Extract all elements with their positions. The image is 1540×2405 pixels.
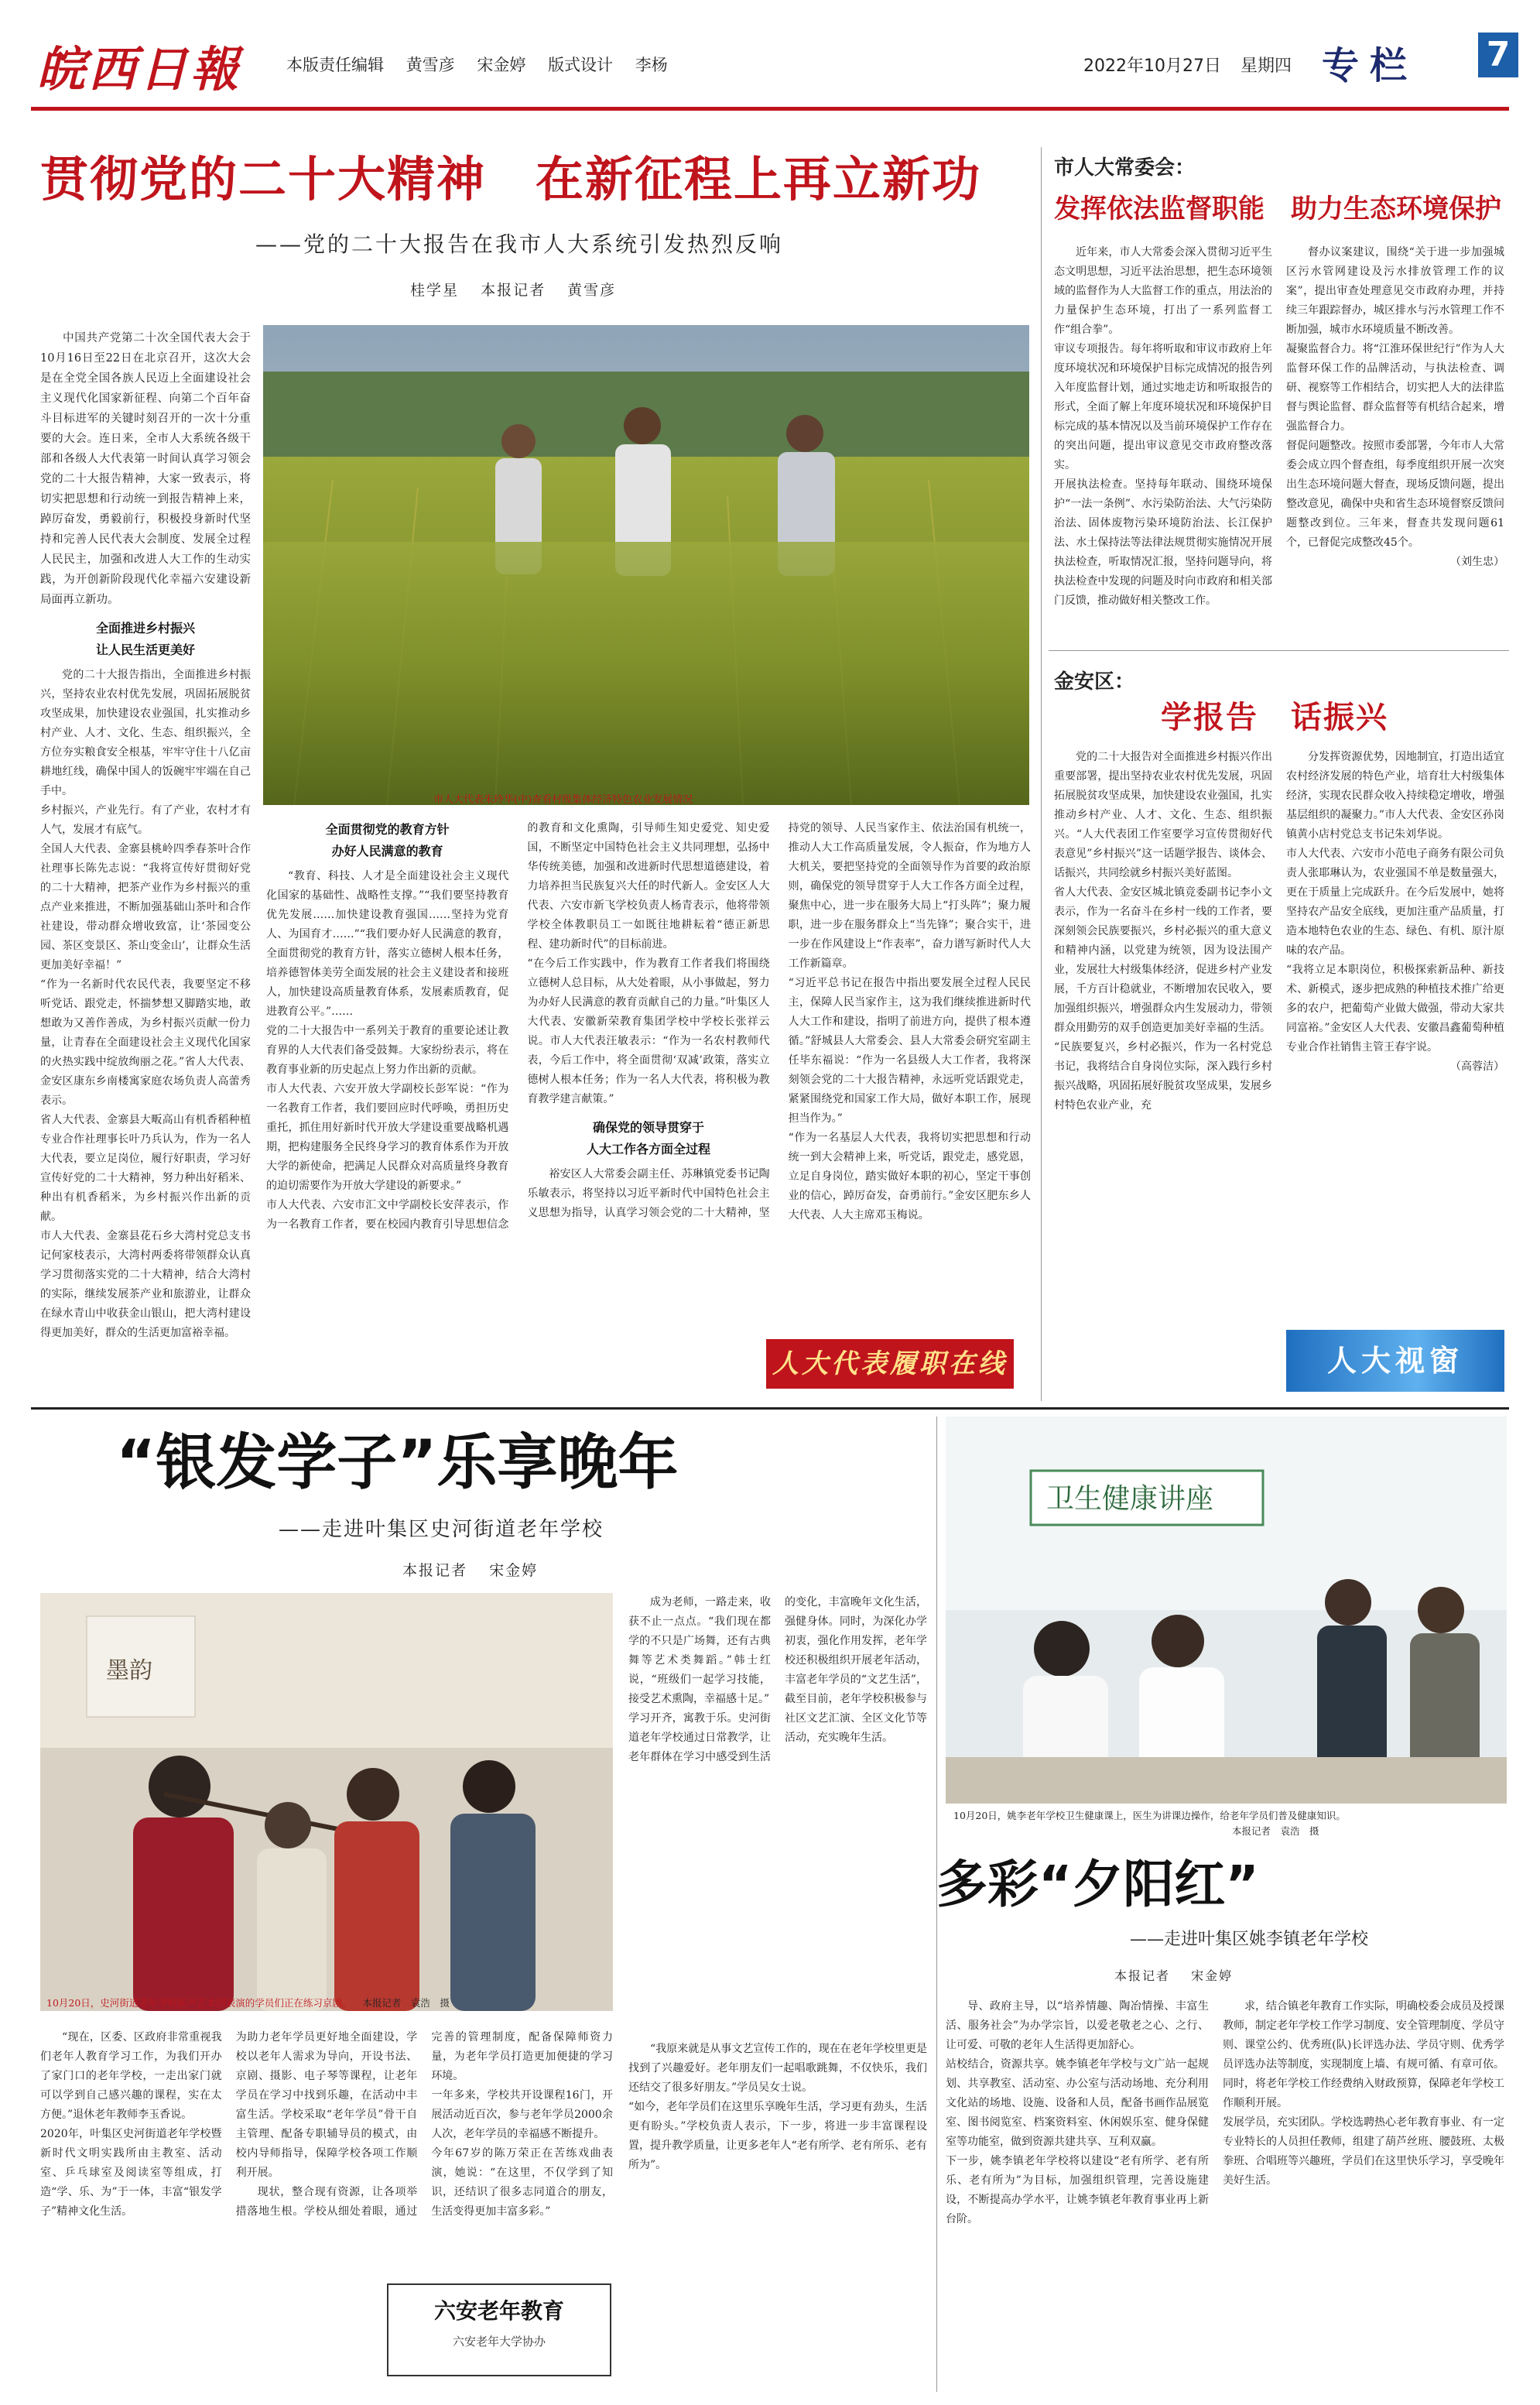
byline-author: 宋金婷 xyxy=(1191,1968,1234,1983)
right2-headline: 学报告 话振兴 xyxy=(1161,700,1388,735)
caption-text: 10月20日，姚李老年学校卫生健康课上，医生为讲课边操作，给老年学员们普及健康知识。 xyxy=(953,1810,1346,1821)
silver-paragraph: 成为老师，一路走来，收获不止一点点。“我们现在都学的不只是广场舞，还有古典舞等艺术类舞蹈。”韩士红说，“班级们一起学习技能，接受艺术熏陶，幸福感十足。” 学习开齐，寓教于乐。史河街道老年学校通过日常教学，让老年群体在学习中感受到生活的变化，丰富晚年文化生活，强健身体。同时，为深化办学初衷，强化作用发挥，老年学校还积极组织开展老年活动，丰富老年学员的“文艺生活”，截至目前，老年学校积极参与社区文艺汇演、全区文化节等活动，充实晚年生活。 xyxy=(628,1596,927,1763)
silver-paragraph: “现在，区委、区政府非常重视我们老年人教育学习工作，为我们开办了家门口的老年学校，一走出家门就可以学到自己感兴趣的课程，实在太方便。”退休老年教师李玉香说。 2020年，叶集区史河街道老年学校暨新时代文明实践所由主教室、活动室、乒乓球室及阅读室等组成，打造“学、乐、为”于一体，丰富“银发学子”精神文化生活。 为助力老年学员更好地全面建设，学校以老年人需求为导向，开设书法、京剧、摄影、电子琴等课程，让老年学员在学习中找到乐趣，在活动中丰富生活。学校采取“老年学员”骨干自主管理、配备专职辅导员的模式，由校内导师指导，保障学校各项工作顺利开展。 xyxy=(40,2031,418,2218)
section-banner-npc: 人大视窗 xyxy=(1286,1330,1504,1392)
byline-author: 黄雪彦 xyxy=(567,282,617,299)
sunset-paragraph: 求，结合镇老年教育工作实际，明确校委会成员及授课教师，制定老年学校工作学习制度、安全管理制度、学员守则、课堂公约、优秀班(队)长评选办法、学员守则、优秀学员评选办法等制度，实现制度上墙、有规可循、有章可依。同时，将老年学校工作经费纳入财政预算，保障老年学校工作顺利开展。 发展学员，充实团队。学校选聘热心老年教育事业、有一定专业特长的人员担任教师，组建了葫芦丝班、腰鼓班、太极拳班、合唱班等兴趣班，学员们在这里快乐学习，享受晚年美好生活。 xyxy=(1223,2000,1504,2187)
lead-paragraph: 党的二十大报告指出，全面推进乡村振兴，坚持农业农村优先发展，巩固拓展脱贫攻坚成果，加快建设农业强国，扎实推动乡村产业、人才、文化、生态、组织振兴，全方位夯实粮食安全根基，牢牢守住十八亿亩耕地红线，确保中国人的饭碗牢牢端在自己手中。 乡村振兴，产业先行。有了产业，农村才有人气，发展才有底气。 全国人大代表、金寨县桃岭四季春茶叶合作社理事长陈先志说：“我将宣传好贯彻好党的二十大精神，把茶产业作为乡村振兴的重点产业来推进，不断加强基础山茶叶和合作社建设，带动群众增收致富，让‘茶园变公园、茶区变景区、茶山变金山’，让群众生活更加美好幸福！” “作为一名新时代农民代表，我要坚定不移听党话、跟党走，怀揣梦想又脚踏实地，敢想敢为又善作善成，为乡村振兴贡献一份力量，让青春在全面建设社会主义现代化国家的火热实践中绽放绚丽之花。”省人大代表、金安区康东乡南楼寓家庭农场负责人高蕾秀表示。 省人大代表、金寨县大畈高山有机香稻种植专业合作社理事长叶乃兵认为，作为一名人大代表，要立足岗位，履行好职责，学习好宣传好党的二十大精神，努力种出好稻米、种出有机香稻米，为乡村振兴作出新的贡献。 市人大代表、金寨县花石乡大湾村党总支书记何家枝表示，大湾村两委将带领群众认真学习贯彻落实党的二十大精神，结合大湾村的实际，继续发展茶产业和旅游业，让群众在绿水青山中收获金山银山，把大湾村建设得更加美好，群众的生活更加富裕幸福。 xyxy=(40,669,251,1339)
right2-kicker: 金安区： xyxy=(1054,670,1135,694)
lead-photo-caption: 市人大代表朱玲华(中)查看村级集体经济特色农业发展情况 xyxy=(433,794,693,806)
ad-title: 六安老年教育 xyxy=(433,2298,564,2324)
silver-col-right xyxy=(628,2040,927,2175)
sunset-photo-caption xyxy=(953,1808,1503,1839)
silver-photo xyxy=(40,1593,613,2011)
credit-name: 宋金婷 xyxy=(477,56,526,74)
silver-paragraph: “我原来就是从事文艺宣传工作的，现在在老年学校里更是找到了兴趣爱好。老年朋友们一起唱歌跳舞，不仅快乐，我们还结交了很多好朋友。”学员吴女士说。 “如今，老年学员们在这里乐享晚年生活，学习更有劲头，生活更有盼头。”学校负责人表示，下一步，将进一步丰富课程设置，提升教学质量，让更多老年人“老有所学、老有所乐、老有所为”。 xyxy=(628,2043,927,2171)
credit-name: 黄雪彦 xyxy=(406,56,455,74)
sunset-subheadline: ——走进叶集区姚李镇老年学校 xyxy=(1130,1930,1369,1949)
byline-label: 本报记者 xyxy=(402,1562,468,1579)
editor-credits xyxy=(286,53,685,76)
lead-paragraph: 裕安区人大常委会副主任、苏琳镇党委书记陶乐敏表示，将坚持以习近平新时代中国特色社会主义思想为指导，认真学习领会党的二十大精神，坚持党的领导、人民当家作主、依法治国有机统一，推动人大工作高质量发展，令人振奋，作为地方人大机关，要把坚持党的全面领导作为首要的政治原则，确保党的领导贯穿于人大工作各方面全过程，聚焦中心，进一步在服务大局上“打头阵”；聚力履职，进一步在服务群众上“当先锋”；聚合实干，进一步在作风建设上“作表率”，奋力谱写新时代人大工作新篇章。 “习近平总书记在报告中指出要发展全过程人民民主，保障人民当家作主，这为我们继续推进新时代人大工作和建设，指明了前进方向，提供了根本遵循。”舒城县人大常委会、县人大常委会研究室副主任毕东福说：“作为一名县级人大工作者，我将深刻领会党的二十大报告精神，永远听党话跟党走，紧紧围绕党和国家工作大局，做好本职工作，展现担当作为。” “作为一名基层人大代表，我将切实把思想和行动统一到大会精神上来，听党话，跟党走，感党恩，立足自身岗位，踏实做好本职的初心，坚定干事创业的信心，踔厉奋发，奋勇前行。”金安区肥东乡人大代表、人大主席邓玉梅说。 xyxy=(527,822,1031,1221)
lead-headline: 贯彻党的二十大精神 在新征程上再立新功 xyxy=(40,151,982,207)
lead-subhead: 确保党的领导贯穿于 人大工作各方面全过程 xyxy=(586,1120,710,1156)
lead-subhead: 全面推进乡村振兴 让人民生活更美好 xyxy=(95,621,195,657)
weekday-text: 星期四 xyxy=(1240,57,1292,76)
svg-text:墨韵: 墨韵 xyxy=(106,1657,152,1684)
caption-credit: 本报记者 袁浩 摄 xyxy=(1232,1825,1319,1837)
right1-author: （刘生忠） xyxy=(1450,556,1504,568)
credit-name: 李杨 xyxy=(635,56,668,74)
rice-field-photo xyxy=(263,325,1029,805)
sunset-paragraph: 导、政府主导，以“培养情趣、陶冶情操、丰富生活、服务社会”为办学宗旨，以爱老敬老之心、之行、让可爱、可敬的老年人生活得更加舒心。 站校结合，资源共享。姚李镇老年学校与文广站一起规划、共享教室、活动室、办公室与活动场地、充分利用文化站的场地、设施、设备和人员，配备书画作品展览室、图书阅览室、档案资料室、休闲娱乐室、健身保健室等功能室，做到资源共建共享、互利双赢。 下一步，姚李镇老年学校将以建设“老有所学、老有所乐、老有所为”为目标，加强组织管理，完善设施建设，不断提高办学水平，让姚李镇老年教育事业再上新台阶。 xyxy=(946,2000,1209,2225)
section-banner-deputies: 人大代表履职在线 xyxy=(766,1339,1014,1389)
masthead-rule xyxy=(31,107,1509,111)
sunset-col-b xyxy=(1223,1842,1504,2384)
column-divider xyxy=(1041,147,1042,1401)
silver-headline: “银发学子”乐享晚年 xyxy=(116,1428,679,1498)
silver-subheadline: ——走进叶集区史河街道老年学校 xyxy=(279,1518,604,1541)
right-divider xyxy=(1049,650,1509,651)
elderly-education-ad xyxy=(387,2283,611,2376)
date-text: 2022年10月27日 xyxy=(1083,57,1221,76)
silver-byline xyxy=(402,1559,553,1580)
section-separator xyxy=(31,1407,1509,1410)
lead-subhead: 全面贯彻党的教育方针 办好人民满意的教育 xyxy=(325,822,450,858)
column-name: 专栏 xyxy=(1322,44,1419,87)
byline-label: 本报记者 xyxy=(481,282,546,299)
lead-subheadline: ——党的二十大报告在我市人大系统引发热烈反响 xyxy=(255,231,784,257)
masthead xyxy=(31,23,1509,108)
byline-author: 宋金婷 xyxy=(489,1562,539,1579)
caption-text: 10月20日，史河街道老年学校新声艺术团表演的学员们正在练习京剧。 xyxy=(46,1997,352,2009)
right1-col-b xyxy=(1286,243,1504,572)
right1-col-a xyxy=(1054,243,1272,611)
sunset-photo xyxy=(946,1417,1507,1804)
right2-col-a xyxy=(1054,748,1272,1115)
newspaper-logo: 皖西日報 xyxy=(37,41,242,98)
right1-kicker: 市人大常委会： xyxy=(1054,156,1196,180)
right1-headline: 发挥依法监督职能 助力生态环境保护 xyxy=(1054,194,1501,224)
silver-photo-caption xyxy=(46,1996,604,2011)
right2-col-b xyxy=(1286,748,1504,1077)
lead-paragraph: 中国共产党第二十次全国代表大会于10月16日至22日在北京召开，这次大会是在全党全国各族人民迈上全面建设社会主义现代化国家新征程、向第二个百年奋斗目标进军的关键时刻召开的一次十分重要的大会。连日来，全市人大系统各级干部和各级人大代表第一时间认真学习领会党的二十大报告精神，大家一致表示，将切实把思想和行动统一到报告精神上来，踔厉奋发，勇毅前行，积极投身新时代坚持和完善人民代表大会制度、发展全过程人民民主，加强和改进人大工作的生动实践，为开创新阶段现代化幸福六安建设新局面再立新功。 xyxy=(40,332,251,606)
right1-paragraph: 近年来，市人大常委会深入贯彻习近平生态文明思想，习近平法治思想，把生态环境领域的监督作为人大监督工作的重点，用法治的力量保护生态环境，打出了一系列监督工作“组合拳”。 审议专项报告。每年将听取和审议市政府上年度环境状况和环境保护目标完成情况的报告列入年度监督计划，通过实地走访和听取报告的形式，全面了解上年度环境状况和环境保护目标完成的基本情况以及当前环境保护工作存在的突出问题，提出审议意见交市政府整改落实。 开展执法检查。坚持每年联动、围绕环境保护“一法一条例”、水污染防治法、大气污染防治法、固体废物污染环境防治法、长江保护法、水土保持法等法律法规贯彻实施情况开展执法检查，听取情况汇报，坚持问题导向，将执法检查中发现的问题及时向市政府和相关部门反馈，推动做好相关整改工作。 xyxy=(1054,246,1272,607)
silver-col-top xyxy=(628,1593,927,2034)
right2-author: （高蓉洁） xyxy=(1450,1060,1504,1073)
silver-paragraph: 现状，整合现有资源，让各项举措落地生根。学校从细处着眼，通过完善的管理制度，配备保障师资力量，为老年学员打造更加便捷的学习环境。 一年多来，学校共开设课程16门，开展活动近百次，参与老年学员2000余人次，老年学员的幸福感不断提升。 今年67岁的陈万荣正在苦练戏曲表演，她说：“在这里，不仅学到了知识，还结识了很多志同道合的朋友，生活变得更加丰富多彩。” xyxy=(235,2031,613,2218)
opera-class-photo xyxy=(40,1593,613,2011)
right2-paragraph: 分发挥资源优势，因地制宜，打造出适宜农村经济发展的特色产业，培育壮大村级集体经济，实现农民群众收入持续稳定增收，增强基层组织的凝聚力。”市人大代表、金安区孙岗镇黄小店村党总支书记朱刘华说。 市人大代表、六安市小范电子商务有限公司负责人张耶琳认为，农业强国不单是数量强大，更在于质量上完成跃升。在今后发展中，她将坚持农产品安全底线，更加注重产品质量，打造本地特色农业的生态、绿色、有机、原汁原味的农产品。 “我将立足本职岗位，积极探索新品种、新技术、新模式，逐步把成熟的种植技术推广给更多的农户，把葡萄产业做大做强，带动大家共同富裕。”金安区人大代表、安徽昌鑫葡萄种植专业合作社销售主管王春宇说。 xyxy=(1286,751,1504,1053)
caption-credit: 本报记者 袁浩 摄 xyxy=(362,1997,450,2009)
credit-label: 版式设计 xyxy=(548,56,614,74)
wall-sign-text: 卫生健康讲座 xyxy=(1046,1483,1214,1515)
sunset-col-a xyxy=(946,1997,1209,2384)
lead-col-1 xyxy=(40,328,251,1343)
health-class-photo xyxy=(946,1417,1507,1804)
lead-cols-2-4 xyxy=(266,819,1031,1399)
credit-label: 本版责任编辑 xyxy=(286,56,384,74)
sunset-headline: 多彩“夕阳红” xyxy=(936,1855,1259,1914)
right1-paragraph: 督办议案建议，围绕“关于进一步加强城区污水管网建设及污水排放管理工作的议案”，提出审查处理意见交市政府办理，并持续三年跟踪督办，城区排水与污水管理工作不断加强，城市水环境质量不断改善。 凝聚监督合力。将“江淮环保世纪行”作为人大监督环保工作的品牌活动，与执法检查、调研、视察等工作相结合，切实把人大的法律监督与舆论监督、群众监督等有机结合起来，增强监督合力。 督促问题整改。按照市委部署，今年市人大常委会成立四个督查组，每季度组织开展一次突出生态环境问题大督查，现场反馈问题，提出整改意见，确保中央和省生态环境督察反馈问题整改到位。三年来，督查共发现问题61个，已督促完成整改45个。 xyxy=(1286,246,1504,549)
lead-paragraph: “教育、科技、人才是全面建设社会主义现代化国家的基础性、战略性支撑。”“我们要坚持教育优先发展……加快建设教育强国……坚持为党育人、为国育才……”“我们要办好人民满意的教育，全面贯彻党的教育方针，落实立德树人根本任务，培养德智体美劳全面发展的社会主义建设者和接班人，加快建设高质量教育体系，发展素质教育，促进教育公平。”…… 党的二十大报告中一系列关于教育的重要论述让教育界的人大代表们备受鼓舞。大家纷纷表示，将在教育事业新的历史起点上努力作出新的贡献。 市人大代表、六安开放大学副校长彭军说：“作为一名教育工作者，我们要回应时代呼唤，勇担历史重托，抓住用好新时代开放大学建设重要战略机遇期，把构建服务全民终身学习的教育体系作为开放大学的新使命，把满足人民群众对高质量终身教育的迫切需要作为开放大学建设的新要求。” 市人大代表、六安市汇文中学副校长安萍表示，作为一名教育工作者，要在校园内教育引导思想信念的教育和文化熏陶，引导师生知史爱党、知史爱国，不断坚定中国特色社会主义共同理想，弘扬中华传统美德，加强和改进新时代思想道德建设，着力培养担当民族复兴大任的时代新人。金安区人大代表、六安市新飞学校负责人杨青表示，他将带领学校全体教职员工一如既往地耕耘着“德正新思程、建功新时代”的目标前进。 “在今后工作实践中，作为教育工作者我们将围绕立德树人总目标，从大处着眼，从小事做起，努力为办好人民满意的教育贡献自己的力量。”叶集区人大代表、安徽新荣教育集团学校中学校长张祥云说。市人大代表汪敏表示：“作为一名农村教师代表，今后工作中，将全面贯彻‘双减’政策，落实立德树人根本任务；作为一名人大代表，将积极为教育教学建言献策。” xyxy=(266,822,770,1231)
lead-byline xyxy=(410,279,631,300)
byline-label: 本报记者 xyxy=(1114,1968,1171,1983)
issue-date xyxy=(1083,53,1306,77)
page-number: 7 xyxy=(1478,33,1518,77)
ad-subtitle: 六安老年大学协办 xyxy=(452,2335,546,2348)
byline-author: 桂学星 xyxy=(410,282,460,299)
right2-paragraph: 党的二十大报告对全面推进乡村振兴作出重要部署，提出坚持农业农村优先发展，巩固拓展脱贫攻坚成果，加快建设农业强国，扎实推动乡村产业、人才、文化、生态、组织振兴。“人大代表团工作室要学习宣传贯彻好代表意见”乡村振兴”这一话题学报告、谈体会、话振兴，共同绘就乡村振兴美好蓝图。 省人大代表、金安区城北镇竞委副书记李小文表示，作为一名奋斗在乡村一线的工作者，要深刻领会民族要振兴，乡村必振兴的重大意义和精神内涵，以党建为统领，因为设法围产业，发展壮大村级集体经济，促进乡村产业发展，千方百计稳就业，不断增加农民收入，要加强组织振兴，增强群众内生发展动力，带领群众用勤劳的双手创造更加美好幸福的生活。 “民族要复兴，乡村必振兴，作为一名村党总书记，我将结合自身岗位实际，深入践行乡村振兴战略，巩固拓展好脱贫攻坚成果，发展乡村特色农业产业，充 xyxy=(1054,751,1272,1112)
lead-photo xyxy=(263,325,1029,805)
